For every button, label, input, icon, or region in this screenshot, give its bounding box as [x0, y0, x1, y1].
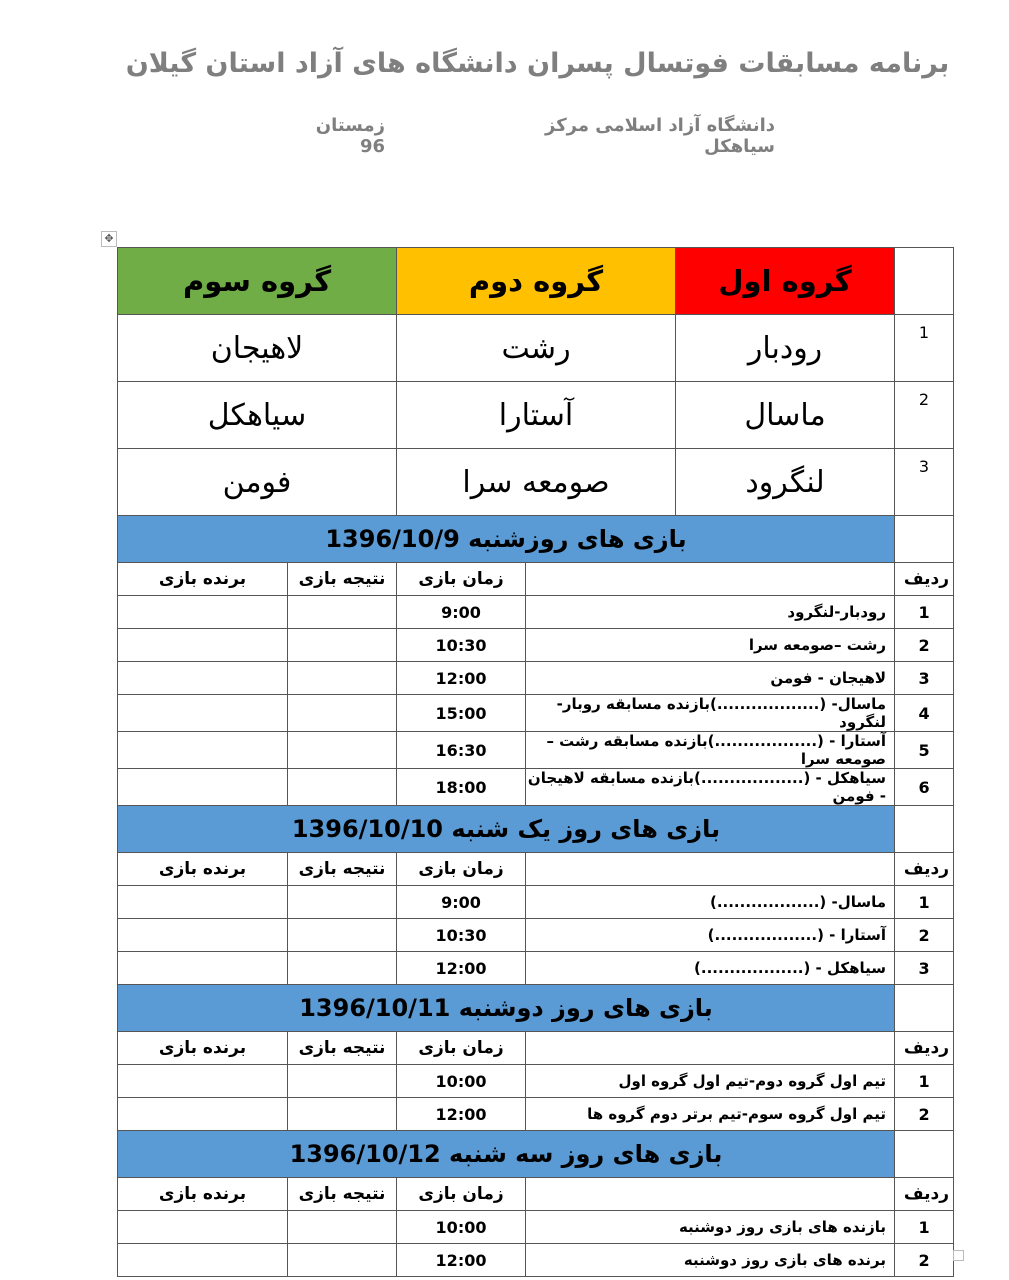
match-winner-cell[interactable]: [118, 886, 288, 919]
match-time: 10:30: [397, 629, 526, 662]
col-winner: برنده بازی: [118, 563, 288, 596]
group-row-number: 2: [895, 382, 954, 449]
match-result-cell[interactable]: [288, 1098, 397, 1131]
team-group-3: فومن: [118, 449, 397, 516]
match-number: 1: [895, 1211, 954, 1244]
match-row: [118, 1098, 954, 1131]
match-time: 12:00: [397, 1244, 526, 1277]
group-team-row: [118, 315, 954, 382]
group-row-number: 3: [895, 449, 954, 516]
match-row: [118, 695, 954, 732]
day-header-row: [118, 516, 954, 563]
match-time: 12:00: [397, 952, 526, 985]
match-number: 2: [895, 1098, 954, 1131]
match-result-cell[interactable]: [288, 919, 397, 952]
match-result-cell[interactable]: [288, 662, 397, 695]
col-time: زمان بازی: [397, 1032, 526, 1065]
day-header-corner: [895, 985, 954, 1032]
match-row: [118, 662, 954, 695]
match-number: 1: [895, 886, 954, 919]
match-teams: تیم اول گروه سوم-تیم برتر دوم گروه ها: [526, 1098, 895, 1131]
match-teams: بازنده های بازی روز دوشنبه: [526, 1211, 895, 1244]
match-time: 10:30: [397, 919, 526, 952]
match-row: [118, 1244, 954, 1277]
group-team-row: [118, 382, 954, 449]
match-number: 2: [895, 919, 954, 952]
schedule-table: [117, 247, 954, 1277]
team-group-3: سیاهکل: [118, 382, 397, 449]
col-time: زمان بازی: [397, 853, 526, 886]
col-match: [526, 1032, 895, 1065]
match-result-cell[interactable]: [288, 629, 397, 662]
match-teams: رودبار-لنگرود: [526, 596, 895, 629]
match-winner-cell[interactable]: [118, 629, 288, 662]
match-result-cell[interactable]: [288, 952, 397, 985]
column-header-row: [118, 563, 954, 596]
match-teams: سیاهکل - (..................): [526, 952, 895, 985]
match-winner-cell[interactable]: [118, 919, 288, 952]
match-row: [118, 596, 954, 629]
match-number: 1: [895, 1065, 954, 1098]
match-winner-cell[interactable]: [118, 1211, 288, 1244]
match-row: [118, 919, 954, 952]
document-title: برنامه مسابقات فوتسال پسران دانشگاه های آزاد استان گیلان: [125, 48, 950, 79]
match-number: 3: [895, 662, 954, 695]
col-row-number: ردیف: [895, 563, 954, 596]
day-header-corner: [895, 806, 954, 853]
match-time: 10:00: [397, 1211, 526, 1244]
match-number: 5: [895, 732, 954, 769]
match-row: [118, 732, 954, 769]
col-winner: برنده بازی: [118, 853, 288, 886]
team-group-3: لاهیجان: [118, 315, 397, 382]
match-result-cell[interactable]: [288, 596, 397, 629]
match-row: [118, 952, 954, 985]
match-number: 3: [895, 952, 954, 985]
match-teams: برنده های بازی روز دوشنبه: [526, 1244, 895, 1277]
day-header-row: [118, 1131, 954, 1178]
day-header-row: [118, 806, 954, 853]
match-number: 2: [895, 1244, 954, 1277]
column-header-row: [118, 1178, 954, 1211]
match-teams: آستارا - (..................): [526, 919, 895, 952]
table-resize-handle-icon[interactable]: [953, 1250, 964, 1261]
column-header-row: [118, 853, 954, 886]
col-winner: برنده بازی: [118, 1032, 288, 1065]
column-header-row: [118, 1032, 954, 1065]
match-winner-cell[interactable]: [118, 596, 288, 629]
match-time: 10:00: [397, 1065, 526, 1098]
group-header-2: گروه دوم: [397, 248, 676, 315]
groups-header-row: [118, 248, 954, 315]
match-result-cell[interactable]: [288, 1065, 397, 1098]
match-winner-cell[interactable]: [118, 662, 288, 695]
day-title: بازی های روز دوشنبه 1396/10/11: [118, 985, 895, 1032]
team-group-2: صومعه سرا: [397, 449, 676, 516]
col-result: نتیجه بازی: [288, 1032, 397, 1065]
col-result: نتیجه بازی: [288, 853, 397, 886]
group-corner-cell: [895, 248, 954, 315]
day-title: بازی های روز یک شنبه 1396/10/10: [118, 806, 895, 853]
team-group-2: آستارا: [397, 382, 676, 449]
match-winner-cell[interactable]: [118, 769, 288, 806]
day-header-corner: [895, 1131, 954, 1178]
col-result: نتیجه بازی: [288, 563, 397, 596]
match-row: [118, 1211, 954, 1244]
match-time: 9:00: [397, 886, 526, 919]
match-number: 1: [895, 596, 954, 629]
match-winner-cell[interactable]: [118, 1065, 288, 1098]
match-teams: ماسال- (..................): [526, 886, 895, 919]
match-teams: سیاهکل - (..................)بازنده مسابقه لاهیجان - فومن: [526, 769, 895, 806]
match-row: [118, 1065, 954, 1098]
match-result-cell[interactable]: [288, 695, 397, 732]
match-winner-cell[interactable]: [118, 695, 288, 732]
match-teams: آستارا - (..................)بازنده مسابقه رشت – صومعه سرا: [526, 732, 895, 769]
match-number: 2: [895, 629, 954, 662]
col-match: [526, 563, 895, 596]
match-number: 6: [895, 769, 954, 806]
day-header-corner: [895, 516, 954, 563]
match-time: 12:00: [397, 1098, 526, 1131]
match-row: [118, 769, 954, 806]
match-result-cell[interactable]: [288, 1211, 397, 1244]
match-teams: لاهیجان - فومن: [526, 662, 895, 695]
col-row-number: ردیف: [895, 1178, 954, 1211]
match-result-cell[interactable]: [288, 732, 397, 769]
col-match: [526, 1178, 895, 1211]
col-winner: برنده بازی: [118, 1178, 288, 1211]
match-result-cell[interactable]: [288, 886, 397, 919]
col-time: زمان بازی: [397, 1178, 526, 1211]
match-teams: رشت –صومعه سرا: [526, 629, 895, 662]
group-header-1: گروه اول: [676, 248, 895, 315]
match-result-cell[interactable]: [288, 769, 397, 806]
match-time: 9:00: [397, 596, 526, 629]
match-time: 18:00: [397, 769, 526, 806]
group-header-3: گروه سوم: [118, 248, 397, 315]
match-time: 16:30: [397, 732, 526, 769]
team-group-1: لنگرود: [676, 449, 895, 516]
match-result-cell[interactable]: [288, 1244, 397, 1277]
match-row: [118, 629, 954, 662]
match-number: 4: [895, 695, 954, 732]
col-time: زمان بازی: [397, 563, 526, 596]
match-winner-cell[interactable]: [118, 952, 288, 985]
day-header-row: [118, 985, 954, 1032]
university-name: دانشگاه آزاد اسلامی مرکز سیاهکل: [545, 115, 775, 157]
match-teams: تیم اول گروه دوم-تیم اول گروه اول: [526, 1065, 895, 1098]
season-label: زمستان 96: [315, 115, 385, 157]
team-group-1: ماسال: [676, 382, 895, 449]
match-row: [118, 886, 954, 919]
team-group-2: رشت: [397, 315, 676, 382]
group-row-number: 1: [895, 315, 954, 382]
match-time: 12:00: [397, 662, 526, 695]
table-move-handle-icon[interactable]: ✥: [101, 231, 117, 247]
team-group-1: رودبار: [676, 315, 895, 382]
match-winner-cell[interactable]: [118, 732, 288, 769]
col-match: [526, 853, 895, 886]
col-row-number: ردیف: [895, 853, 954, 886]
match-winner-cell[interactable]: [118, 1098, 288, 1131]
match-winner-cell[interactable]: [118, 1244, 288, 1277]
day-title: بازی های روز سه شنبه 1396/10/12: [118, 1131, 895, 1178]
col-result: نتیجه بازی: [288, 1178, 397, 1211]
match-time: 15:00: [397, 695, 526, 732]
match-teams: ماسال- (..................)بازنده مسابقه روبار-لنگرود: [526, 695, 895, 732]
group-team-row: [118, 449, 954, 516]
day-title: بازی های روزشنبه 1396/10/9: [118, 516, 895, 563]
col-row-number: ردیف: [895, 1032, 954, 1065]
